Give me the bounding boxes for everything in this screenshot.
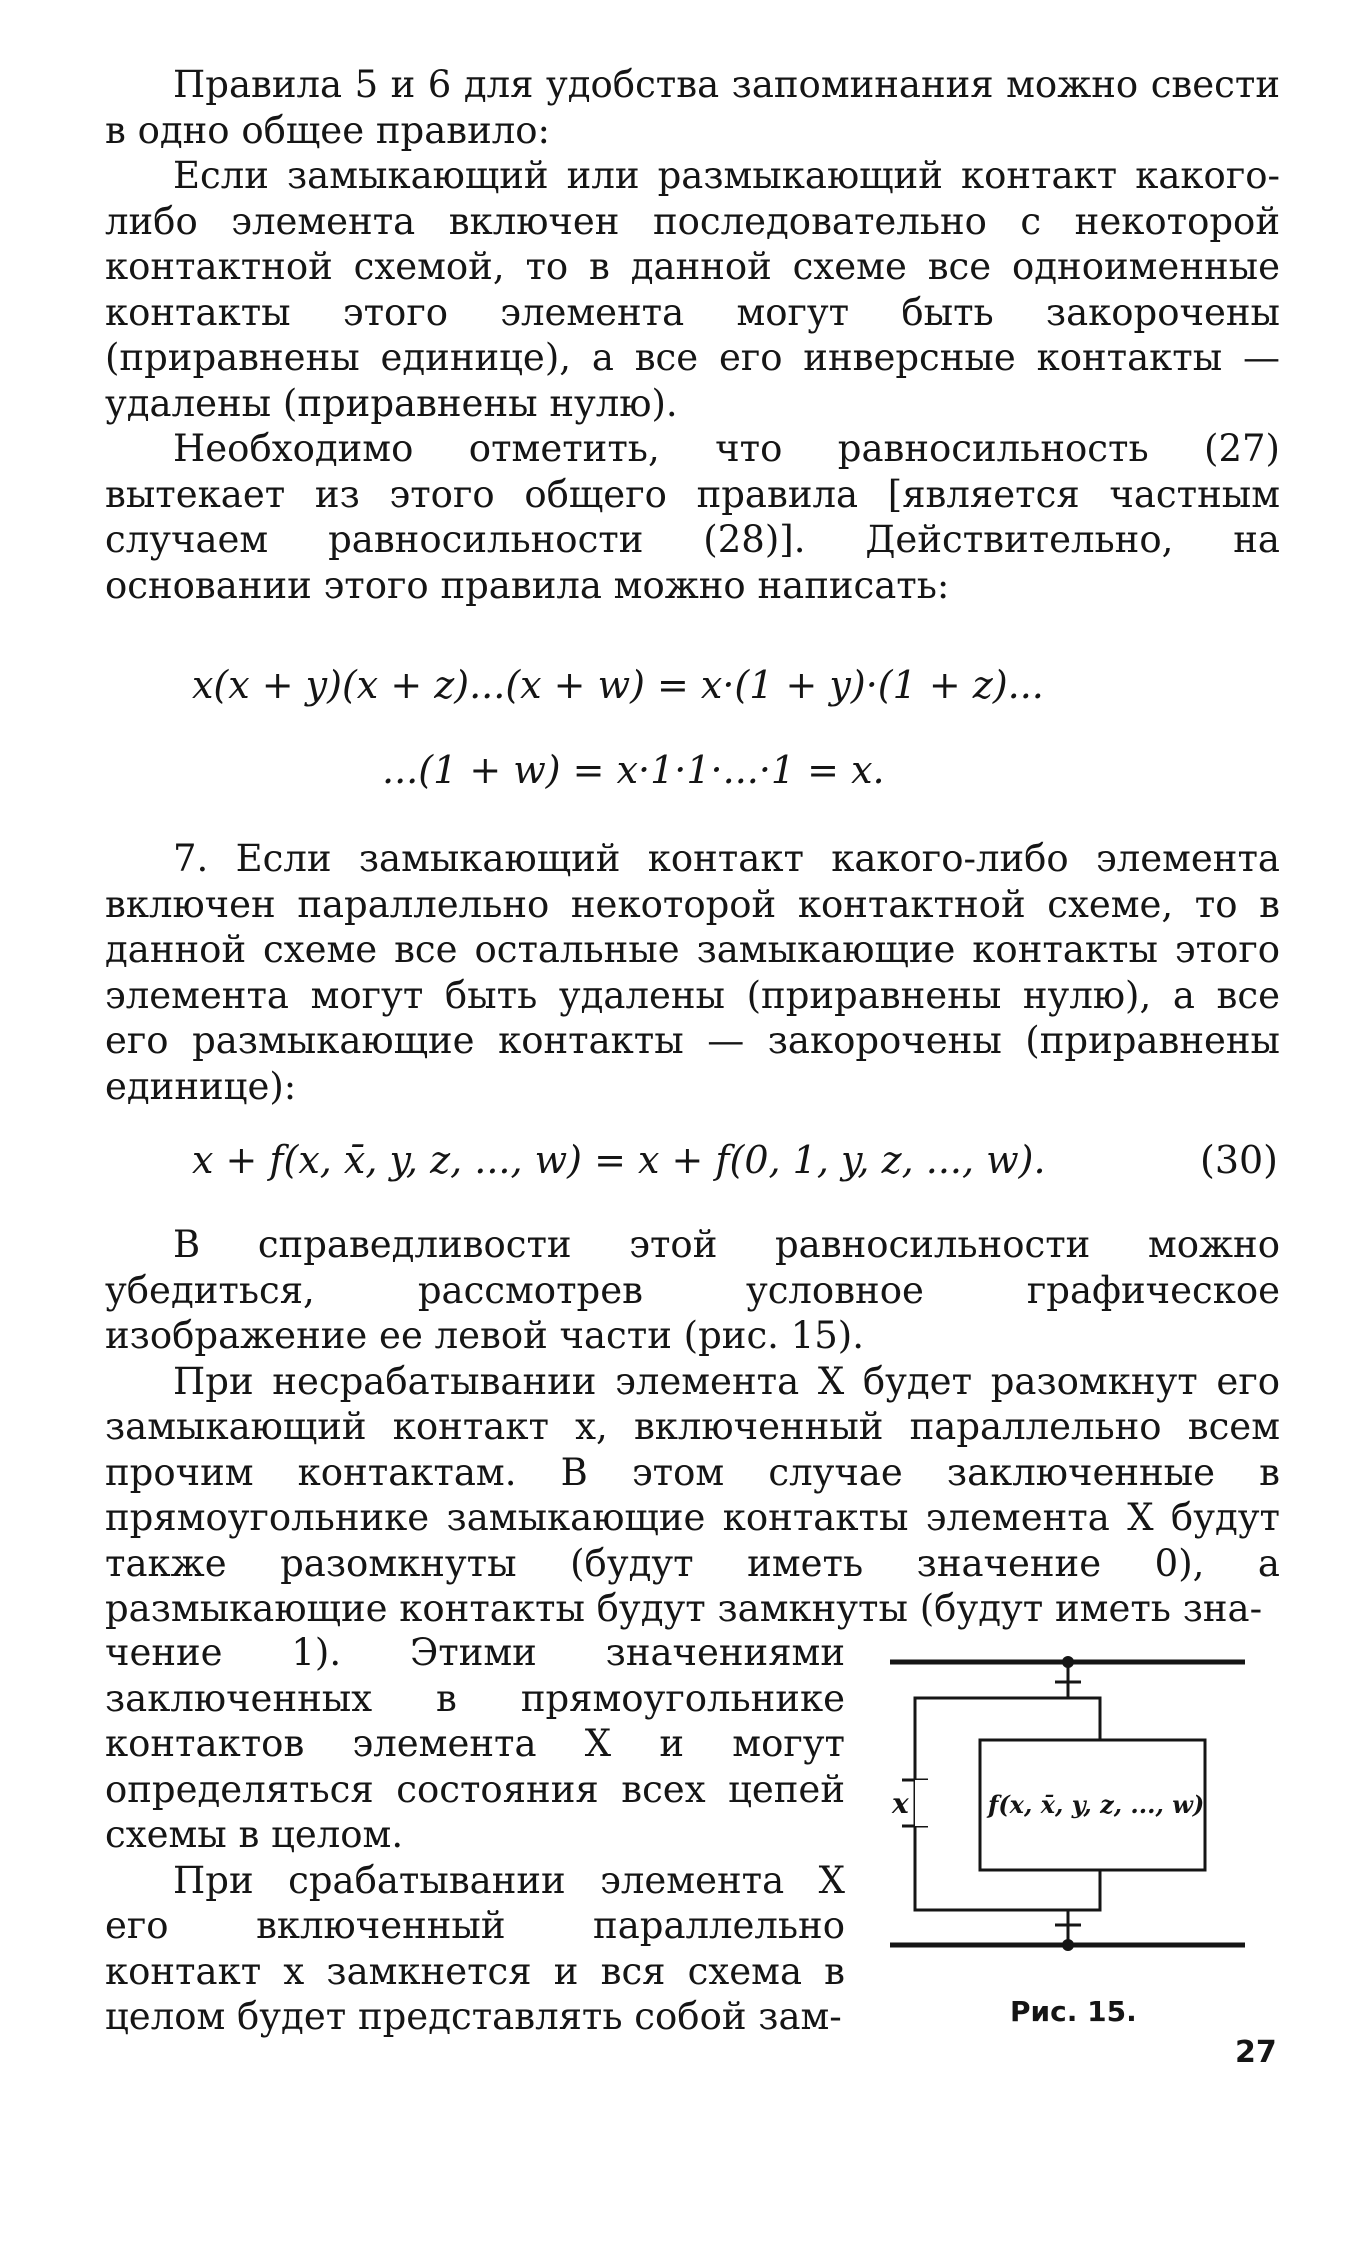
text-block-mid <box>105 1222 1280 1632</box>
page-number: 27 <box>1235 2035 1277 2070</box>
contact-x-gap <box>915 1780 929 1826</box>
formula-1-line-1: x(x + y)(x + z)...(x + w) = x·(1 + y)·(1 + z)... <box>192 663 1044 707</box>
figure-15-circuit <box>880 1650 1260 1980</box>
paragraph-not-triggered: При несрабатывании элемента X будет разомкнут его замыкающий контакт x, включенный параллельно всем прочим контактам. В этом случае заключенные в прямоугольнике замыкающие контакты элемента X будут также разомкнуты (будут иметь значение 0), а размыкающие контакты будут замкнуты (будут иметь зна- <box>105 1359 1280 1630</box>
paragraph-triggered: При срабатывании элемента X его включенный параллельно контакт x замкнется и вся схема в целом будет представлять собой зам- <box>105 1858 845 2038</box>
paragraph-rule-7: 7. Если замыкающий контакт какого-либо элемента включен параллельно некоторой контактной схеме, то в данной схеме все остальные замыкающие контакты этого элемента могут быть удалены (приравнены нулю), а все его размыкающие контакты — закорочены (приравнены единице): <box>105 837 1280 1108</box>
function-box-label: f(x, x̄, y, z, ..., w) <box>988 1790 1205 1819</box>
paragraph-note: Необходимо отметить, что равносильность (27) вытекает из этого общего правила [является частным случаем равносильности (28)]. Действительно, на основании этого правила можно написать: <box>105 427 1280 607</box>
paragraph-continuation: чение 1). Этими значениями заключенных в прямоугольнике контактов элемента X и могут определяться состояния всех цепей схемы в целом. <box>105 1631 845 1856</box>
figure-caption: Рис. 15. <box>1010 1995 1137 2028</box>
text-block-rule7 <box>105 836 1280 1109</box>
formula-30: x + f(x, x̄, y, z, ..., w) = x + f(0, 1, y, z, ..., w). <box>192 1138 1046 1182</box>
text-block-top <box>105 62 1280 608</box>
paragraph-intro: Правила 5 и 6 для удобства запоминания можно свести в одно общее правило: <box>105 63 1280 152</box>
contact-x-label: x <box>892 1787 909 1820</box>
formula-1-line-2: ...(1 + w) = x·1·1·...·1 = x. <box>382 748 885 792</box>
paragraph-justification: В справедливости этой равносильности можно убедиться, рассмотрев условное графическое изображение ее левой части (рис. 15). <box>105 1223 1280 1357</box>
paragraph-general-rule: Если замыкающий или размыкающий контакт какого-либо элемента включен последовательно с некоторой контактной схемой, то в данной схеме все одноименные контакты этого элемента могут быть закорочены (приравнены единице), а все его инверсные контакты — удалены (приравнены нулю). <box>105 154 1280 425</box>
equation-number: (30) <box>1200 1138 1279 1182</box>
text-block-wrap <box>105 1630 845 2040</box>
